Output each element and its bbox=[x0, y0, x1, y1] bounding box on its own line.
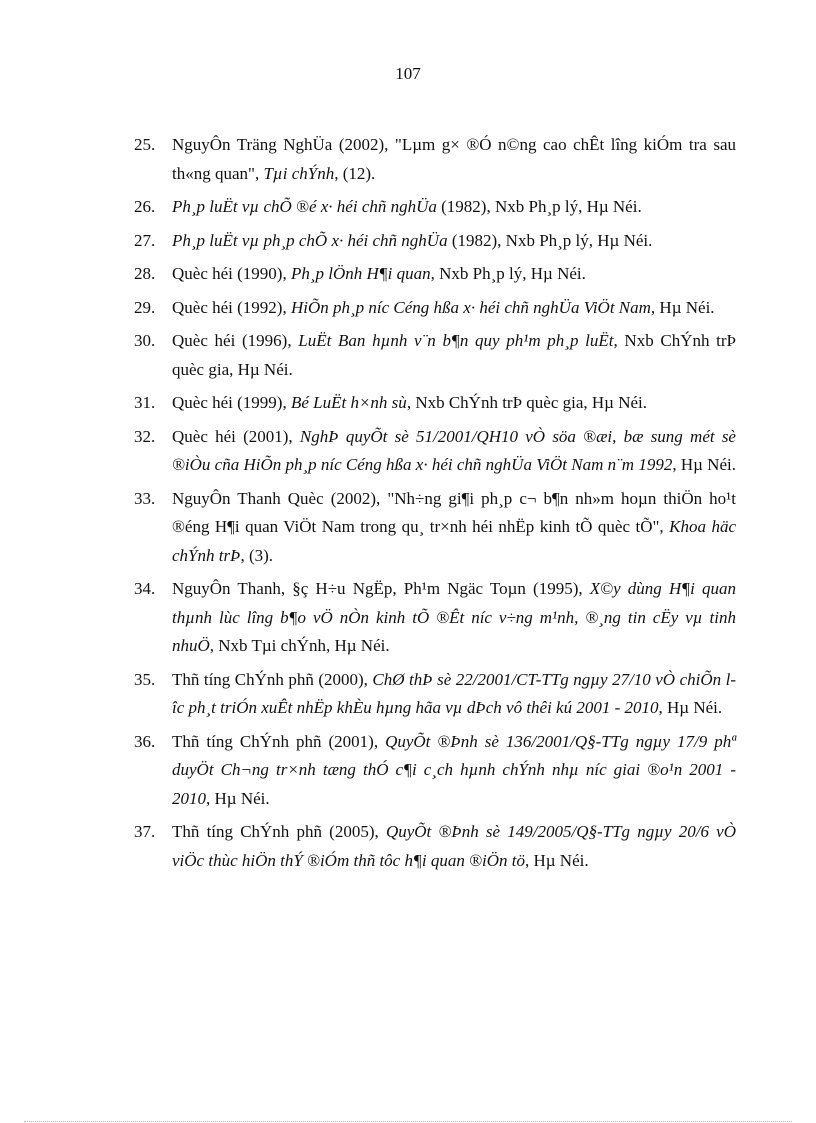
reference-text bbox=[172, 423, 736, 480]
reference-detail: , Nxb Tµi chÝnh, Hµ Néi. bbox=[209, 636, 390, 655]
reference-item bbox=[134, 294, 736, 323]
reference-detail: , Nxb Ph¸p lý, Hµ Néi. bbox=[430, 264, 586, 283]
reference-detail: Quèc héi (2001), bbox=[172, 426, 300, 446]
reference-number: 34. bbox=[134, 579, 156, 598]
reference-number: 28. bbox=[134, 264, 156, 283]
reference-title: HiÕn ph¸p níc Céng hßa x· héi chñ nghÜa ViÖt Nam bbox=[290, 297, 651, 317]
reference-title: Bé LuËt h×nh sù bbox=[290, 393, 407, 412]
reference-detail: , (3). bbox=[240, 545, 274, 565]
reference-item bbox=[134, 389, 736, 418]
reference-title: Ph¸p luËt vµ chÕ ®é x· héi chñ nghÜa bbox=[172, 197, 437, 216]
reference-title: LuËt Ban hµnh v¨n b¶n quy ph¹m ph¸p luËt, bbox=[298, 331, 618, 350]
reference-number: 36. bbox=[134, 731, 156, 751]
reference-number: 27. bbox=[134, 230, 156, 250]
reference-detail: , Hµ Néi. bbox=[524, 850, 589, 870]
reference-title: X©y dùng H¶i quan thµnh lùc lîng b¶o vÖ nÒn kinh tÕ ®Êt níc v÷ng m¹nh, ®¸ng tin cËy vµ tinh nhuÖ bbox=[172, 579, 736, 655]
reference-detail: Thñ tíng ChÝnh phñ (2000), bbox=[172, 669, 373, 689]
reference-text bbox=[172, 389, 736, 418]
reference-detail: Nxb ChÝnh trÞ quèc gia, Hµ Néi. bbox=[172, 331, 737, 379]
reference-title: Ph¸p luËt vµ ph¸p chÕ x· héi chñ nghÜa bbox=[172, 230, 448, 250]
reference-detail: Quèc héi (1996), bbox=[172, 331, 299, 350]
reference-title: Tµi chÝnh bbox=[263, 163, 335, 183]
reference-detail: , Hµ Néi. bbox=[206, 788, 270, 808]
reference-title: QuyÕt ®Þnh sè 136/2001/Q§-TTg ngµy 17/9 phª duyÖt Ch¬ng tr×nh tæng thÓ c¶i c¸ch hµnh chÝnh nhµ níc giai ®o¹n 2001 - 2010 bbox=[172, 731, 736, 808]
reference-detail: , Hµ Néi. bbox=[672, 455, 736, 474]
reference-text bbox=[172, 193, 736, 222]
reference-text bbox=[172, 294, 736, 323]
reference-number: 31. bbox=[134, 393, 156, 412]
page-number: 107 bbox=[395, 64, 421, 83]
reference-detail: NguyÔn Thanh Quèc (2002), "Nh÷ng gi¶i ph¸p c¬ b¶n nh»m hoµn thiÖn ho¹t ®éng H¶i quan ViÖt Nam trong qu¸ tr×nh héi nhËp kinh tÕ quèc tÕ", bbox=[172, 488, 736, 536]
reference-text bbox=[172, 260, 736, 289]
reference-text bbox=[172, 327, 736, 384]
reference-title: Ph¸p lÖnh H¶i quan bbox=[290, 264, 431, 283]
reference-item bbox=[134, 666, 736, 723]
reference-number: 26. bbox=[134, 197, 156, 216]
reference-item bbox=[134, 227, 736, 256]
reference-item bbox=[134, 131, 736, 188]
reference-detail: (1982), Nxb Ph¸p lý, Hµ Néi. bbox=[447, 230, 653, 250]
reference-detail: Quèc héi (1992), bbox=[172, 297, 291, 317]
reference-detail: Thñ tíng ChÝnh phñ (2001), bbox=[172, 731, 386, 751]
reference-number: 30. bbox=[134, 331, 156, 350]
reference-text bbox=[172, 227, 736, 256]
reference-title: QuyÕt ®Þnh sè 149/2005/Q§-TTg ngµy 20/6 vÒ viÖc thùc hiÖn thÝ ®iÓm thñ tôc h¶i quan ®iÖn tö bbox=[172, 822, 736, 870]
reference-item bbox=[134, 423, 736, 480]
reference-detail: NguyÔn Thanh, §ç H÷u NgËp, Ph¹m Ngäc Toµn (1995), bbox=[172, 579, 590, 598]
reference-number: 35. bbox=[134, 669, 156, 689]
reference-text bbox=[172, 485, 736, 571]
reference-number: 29. bbox=[134, 297, 156, 317]
reference-text bbox=[172, 818, 736, 875]
reference-text bbox=[172, 131, 736, 188]
reference-detail: (1982), Nxb Ph¸p lý, Hµ Néi. bbox=[436, 197, 642, 216]
reference-title: ChØ thÞ sè 22/2001/CT-TTg ngµy 27/10 vÒ chiÕn lîc ph¸t triÓn xuÊt nhËp khÈu hµng hãa vµ dÞch vô thêi kú 2001 - 2010 bbox=[172, 669, 736, 717]
reference-number: 25. bbox=[134, 135, 156, 154]
reference-detail: Quèc héi (1999), bbox=[172, 393, 291, 412]
reference-item bbox=[134, 575, 736, 661]
reference-detail: NguyÔn Träng NghÜa (2002), "Lµm g× ®Ó n©ng cao chÊt lîng kiÓm tra sau th«ng quan", bbox=[172, 135, 736, 183]
reference-list bbox=[134, 131, 736, 880]
reference-detail: , Hµ Néi. bbox=[650, 297, 715, 317]
reference-title: Khoa häc chÝnh trÞ bbox=[172, 517, 736, 565]
reference-item bbox=[134, 260, 736, 289]
reference-text bbox=[172, 575, 736, 661]
reference-item bbox=[134, 193, 736, 222]
reference-detail: , (12). bbox=[334, 163, 376, 183]
reference-detail: , Nxb ChÝnh trÞ quèc gia, Hµ Néi. bbox=[406, 393, 648, 412]
reference-item bbox=[134, 728, 736, 814]
reference-number: 33. bbox=[134, 488, 156, 508]
reference-item bbox=[134, 485, 736, 571]
reference-detail: , Hµ Néi. bbox=[658, 698, 723, 717]
reference-title: NghÞ quyÕt sè 51/2001/QH10 vÒ söa ®æi, bæ sung mét sè ®iÒu cña HiÕn ph¸p níc Céng hßa x· héi chñ nghÜa ViÖt Nam n¨m 1992 bbox=[172, 426, 736, 474]
reference-number: 32. bbox=[134, 426, 156, 446]
reference-detail: Quèc héi (1990), bbox=[172, 264, 291, 283]
reference-item bbox=[134, 327, 736, 384]
reference-text bbox=[172, 666, 736, 723]
reference-detail: Thñ tíng ChÝnh phñ (2005), bbox=[172, 822, 386, 841]
reference-item bbox=[134, 818, 736, 875]
reference-number: 37. bbox=[134, 822, 156, 841]
footer-divider bbox=[24, 1121, 792, 1122]
reference-text bbox=[172, 728, 736, 814]
